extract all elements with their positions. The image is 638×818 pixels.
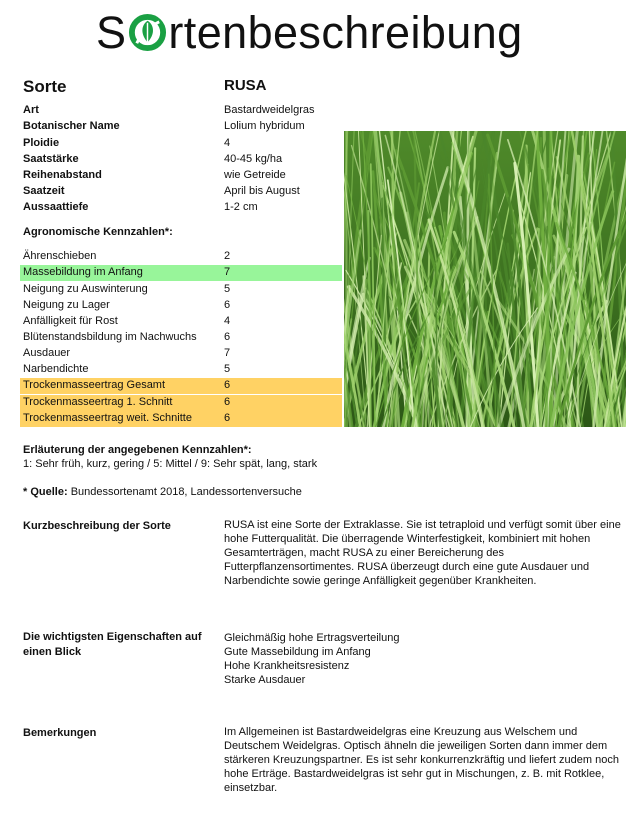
logo-suffix: rtenbeschreibung <box>168 7 523 58</box>
quelle-text: Bundessortenamt 2018, Landessortenversuche <box>70 486 302 498</box>
property-label: Aussaattiefe <box>23 201 89 213</box>
property-value: wie Getreide <box>224 169 286 181</box>
property-value: 4 <box>224 137 231 149</box>
list-item: Gute Massebildung im Anfang <box>224 646 371 658</box>
erlaeuterung-heading: Erläuterung der angegebenen Kennzahlen*: <box>23 444 252 456</box>
property-label: Saatzeit <box>23 185 65 197</box>
property-value: Lolium hybridum <box>224 120 305 132</box>
table-row <box>20 249 342 265</box>
leaf-seal-icon <box>128 13 167 52</box>
property-label: Botanischer Name <box>23 120 120 132</box>
list-item: Hohe Krankheitsresistenz <box>224 660 350 672</box>
eigenschaften-label-line2: einen Blick <box>23 646 82 658</box>
kennzahl-value: 6 <box>224 396 231 408</box>
list-item: Gleichmäßig hohe Ertragsverteilung <box>224 632 400 644</box>
kennzahl-value: 6 <box>224 299 231 311</box>
kennzahl-name: Blütenstandsbildung im Nachwuchs <box>23 331 197 343</box>
kennzahl-name: Neigung zu Lager <box>23 299 110 311</box>
table-row <box>20 330 342 346</box>
kurzbeschreibung-label: Kurzbeschreibung der Sorte <box>23 520 171 532</box>
table-row <box>20 314 342 330</box>
kennzahl-value: 7 <box>224 266 231 278</box>
logo-title <box>96 2 523 64</box>
property-label: Art <box>23 104 39 116</box>
table-row <box>20 346 342 362</box>
kennzahl-name: Trockenmasseertrag 1. Schnitt <box>23 396 173 408</box>
kennzahl-value: 5 <box>224 283 231 295</box>
property-label: Saatstärke <box>23 153 79 165</box>
kennzahl-value: 7 <box>224 347 231 359</box>
property-value: Bastardweidelgras <box>224 104 315 116</box>
property-label: Reihenabstand <box>23 169 102 181</box>
header-logo <box>0 0 638 62</box>
kennzahl-value: 6 <box>224 412 231 424</box>
quelle-label: * Quelle: <box>23 486 68 498</box>
kennzahlen-heading: Agronomische Kennzahlen*: <box>23 226 173 238</box>
erlaeuterung-text: 1: Sehr früh, kurz, gering / 5: Mittel / 9: Sehr spät, lang, stark <box>23 458 318 470</box>
kennzahl-value: 5 <box>224 363 231 375</box>
property-value: 40-45 kg/ha <box>224 153 283 165</box>
bemerkungen-text: Im Allgemeinen ist Bastardweidelgras eine Kreuzung aus Welschem und Deutschem Weidelgras. Optisch ähneln die jeweiligen Sorten dann immer dem stärkeren Kreuzungspartner. Es ist sehr konkurrenzkräftig und liefert zudem noch hohe Erträge. Bastardweidelgras ist sehr gut in Mischungen, z. B. mit Rotklee, einsetzbar. <box>224 726 619 794</box>
kennzahl-name: Massebildung im Anfang <box>23 266 143 278</box>
table-row <box>20 298 342 314</box>
eigenschaften-label <box>23 631 201 658</box>
kennzahl-value: 4 <box>224 315 231 327</box>
quelle-line <box>23 486 302 498</box>
sorte-value: RUSA <box>224 77 267 94</box>
logo-prefix: S <box>96 7 127 58</box>
table-row-highlight-orange <box>20 378 342 394</box>
kennzahl-name: Neigung zu Auswinterung <box>23 283 148 295</box>
table-row-highlight-orange <box>20 395 342 411</box>
kurzbeschreibung-text: RUSA ist eine Sorte der Extraklasse. Sie ist tetraploid und verfügt somit über eine hohe Futterqualität. Die überragende Winterfestigkeit, kombiniert mit hohen Gesamterträgen, macht RUSA zu einer Bereicherung des Futterpflanzensortimentes. RUSA überzeugt durch eine gute Ausdauer und Narbendichte sowie geringe Anfälligkeit gegenüber Krankheiten. <box>224 519 621 587</box>
sorte-label: Sorte <box>23 77 67 96</box>
grass-photo <box>344 131 626 427</box>
table-row-highlight-orange <box>20 411 342 427</box>
kennzahl-value: 2 <box>224 250 231 262</box>
property-label: Ploidie <box>23 137 60 149</box>
eigenschaften-label-line1: Die wichtigsten Eigenschaften auf <box>23 631 202 643</box>
kennzahl-name: Narbendichte <box>23 363 89 375</box>
kennzahl-name: Anfälligkeit für Rost <box>23 315 118 327</box>
eigenschaften-list <box>224 631 624 687</box>
grass-photo-image <box>344 131 626 427</box>
list-item: Starke Ausdauer <box>224 674 306 686</box>
kennzahl-name: Trockenmasseertrag weit. Schnitte <box>23 412 192 424</box>
table-row-highlight-green <box>20 265 342 281</box>
kennzahl-name: Ausdauer <box>23 347 71 359</box>
kennzahl-name: Ährenschieben <box>23 250 97 262</box>
kennzahl-value: 6 <box>224 331 231 343</box>
table-row <box>20 362 342 378</box>
kennzahl-name: Trockenmasseertrag Gesamt <box>23 379 166 391</box>
bemerkungen-label: Bemerkungen <box>23 727 97 739</box>
table-row <box>20 282 342 298</box>
kennzahl-value: 6 <box>224 379 231 391</box>
property-value: April bis August <box>224 185 300 197</box>
property-value: 1-2 cm <box>224 201 258 213</box>
